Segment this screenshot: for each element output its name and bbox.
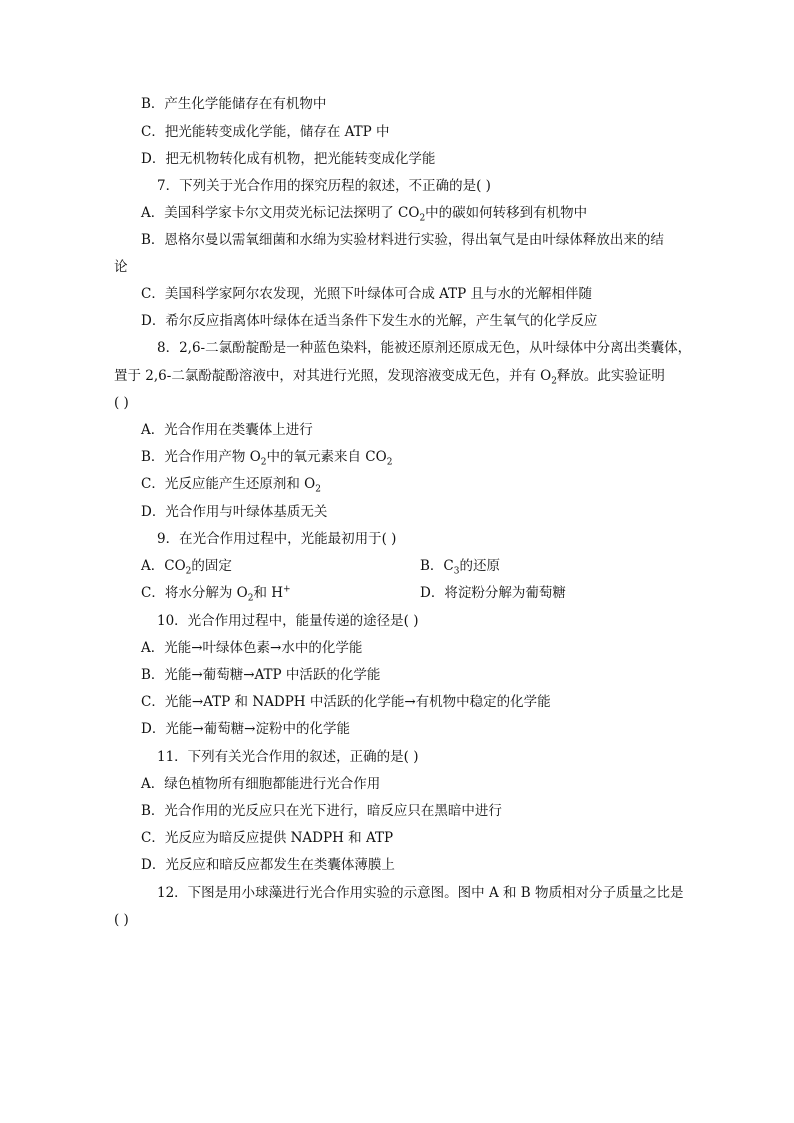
answer-paren: ( ) xyxy=(114,395,129,411)
question-11: 11．下列有关光合作用的叙述，正确的是( ) xyxy=(157,749,419,765)
option-text: C．将水分解为 $O_2$和 H+ xyxy=(141,584,291,604)
option-text: D．光合作用与叶绿体基质无关 xyxy=(141,504,328,520)
question-8: 8．2,6-二氯酚靛酚是一种蓝色染料，能被还原剂还原成无色，从叶绿体中分离出类囊体， xyxy=(157,340,692,356)
option-text: B．产生化学能储存在有机物中 xyxy=(141,96,327,112)
option-text: B．光合作用产物 $O_2$中的氧元素来自 $CO_2$ xyxy=(141,449,393,468)
option-text: A．$CO_2$的固定 xyxy=(141,558,232,577)
option-text: C．光反应为暗反应提供 NADPH 和 ATP xyxy=(141,830,394,846)
answer-paren: ( ) xyxy=(114,912,129,928)
question-9: 9．在光合作用过程中，光能最初用于( ) xyxy=(157,531,397,547)
option-text: A．绿色植物所有细胞都能进行光合作用 xyxy=(141,776,381,792)
question-7: 7．下列关于光合作用的探究历程的叙述，不正确的是( ) xyxy=(157,178,491,194)
option-text: C．把光能转变成化学能，储存在 ATP 中 xyxy=(141,124,390,140)
option-text: C．光能→ATP 和 NADPH 中活跃的化学能→有机物中稳定的化学能 xyxy=(141,694,551,710)
continuation-text: 论 xyxy=(114,259,128,275)
option-text: B．光合作用的光反应只在光下进行，暗反应只在黑暗中进行 xyxy=(141,803,502,819)
option-text: D．希尔反应指离体叶绿体在适当条件下发生水的光解，产生氧气的化学反应 xyxy=(141,313,598,329)
option-text: D．光能→葡萄糖→淀粉中的化学能 xyxy=(141,721,350,737)
option-text: A．光能→叶绿体色素→水中的化学能 xyxy=(141,640,363,656)
option-text: C．美国科学家阿尔农发现，光照下叶绿体可合成 ATP 且与水的光解相伴随 xyxy=(141,286,593,302)
option-text: C．光反应能产生还原剂和 $O_2$ xyxy=(141,476,321,495)
option-text: A．美国科学家卡尔文用荧光标记法探明了 $CO_2$中的碳如何转移到有机物中 xyxy=(141,205,588,224)
option-text: B．光能→葡萄糖→ATP 中活跃的化学能 xyxy=(141,667,381,683)
option-text: B．$C_3$的还原 xyxy=(420,558,500,577)
question-10: 10．光合作用过程中，能量传递的途径是( ) xyxy=(157,613,419,629)
question-12: 12．下图是用小球藻进行光合作用实验的示意图。图中 A 和 B 物质相对分子质量之比是 xyxy=(157,885,684,901)
option-text: D．把无机物转化成有机物，把光能转变成化学能 xyxy=(141,151,436,167)
option-text: B．恩格尔曼以需氧细菌和水绵为实验材料进行实验，得出氧气是由叶绿体释放出来的结 xyxy=(141,232,664,248)
option-text: A．光合作用在类囊体上进行 xyxy=(141,422,313,438)
option-text: D．将淀粉分解为葡萄糖 xyxy=(420,585,566,601)
option-text: D．光反应和暗反应都发生在类囊体薄膜上 xyxy=(141,857,395,873)
continuation-text: 置于 2,6-二氯酚靛酚溶液中，对其进行光照，发现溶液变成无色，并有 $O_2$释放。此实验证明 xyxy=(114,368,665,387)
